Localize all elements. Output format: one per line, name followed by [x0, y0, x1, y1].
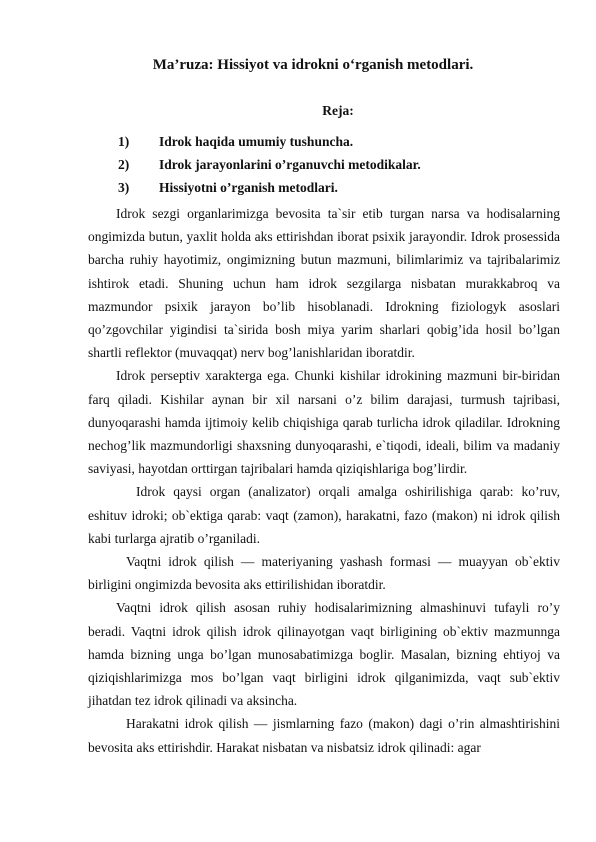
paragraph: Harakatni idrok qilish — jismlarning fazo (makon) dagi o’rin almashtirishini bevosita aks ettirishdir. Harakat nisbatan va nisbatsiz idrok qilinadi: agar — [88, 716, 560, 755]
plan-item-text: Hissiyotni o’rganish metodlari. — [159, 180, 338, 195]
body-text — [88, 202, 560, 759]
paragraph: Idrok perseptiv xarakterga ega. Chunki kishilar idrokining mazmuni bir-biridan farq qiladi. Kishilar aynan bir xil narsani o’z bilim darajasi, turmush tajribasi, dunyoqarashi hamda ijtimoiy kelib chiqishiga qarab turlicha idrok qiladilar. Idrokning nechog’lik mazmundorligi shaxsning dunyoqarashi, e`tiqodi, ideali, bilim va madaniy saviyasi, hayotdan orttirgan tajribalari hamda qiziqishlariga bog’lirdir. — [88, 368, 560, 477]
plan-item — [118, 133, 353, 151]
plan-heading: Reja: — [322, 103, 354, 118]
plan-item — [118, 179, 338, 197]
plan-item-number: 1) — [118, 134, 130, 149]
paragraph: Idrok qaysi organ (analizator) orqali amalga oshirilishiga qarab: ko’ruv, eshituv idroki; ob`ektiga qarab: vaqt (zamon), harakatni, fazo (makon) ni idrok qilish kabi turlarga ajratib o’rganiladi. — [88, 484, 560, 546]
paragraph: Vaqtni idrok qilish asosan ruhiy hodisalarimizning almashinuvi tufayli ro’y beradi. Vaqtni idrok qilish idrok qilinayotgan vaqt birligining ob`ektiv mazmunnga hamda bizning unga bo’lgan munosabatimizga boglir. Masalan, bizning ehtiyoj va qiziqishlarimizga mos bo’lgan vaqt birligini idrok qilganimizda, vaqt sub`ektiv jihatdan tez idrok qilinadi va aksincha. — [88, 600, 560, 709]
plan-item — [118, 156, 421, 174]
plan-item-number: 2) — [118, 157, 130, 172]
paragraph: Idrok sezgi organlarimizga bevosita ta`sir etib turgan narsa va hodisalarning ongimizda butun, yaxlit holda aks ettirishdan iborat psixik jarayondir. Idrok prosessida barcha ruhiy hayotimiz, ongimizning butun mazmuni, bilimlarimiz va tajribalarimiz ishtirok etadi. Shuning uchun ham idrok sezgilarga nisbatan murakkabroq va mazmundor psixik jarayon bo’lib hisoblanadi. Idrokning fiziologyk asoslari qo’zgovchilar yigindisi ta`sirida bosh miya yarim sharlari qobig’ida hosil bo’lgan shartli reflektor (muvaqqat) nerv bog’lanishlaridan iboratdir. — [88, 206, 560, 361]
plan-item-number: 3) — [118, 180, 130, 195]
paragraph: Vaqtni idrok qilish — materiyaning yashash formasi — muayyan ob`ektiv birligini ongimizda bevosita aks ettirilishidan iboratdir. — [88, 554, 560, 593]
lecture-title: Ma’ruza: Hissiyot va idrokni o‘rganish metodlari. — [152, 57, 474, 73]
plan-item-text: Idrok jarayonlarini o’rganuvchi metodikalar. — [159, 157, 421, 172]
plan-item-text: Idrok haqida umumiy tushuncha. — [159, 134, 354, 149]
